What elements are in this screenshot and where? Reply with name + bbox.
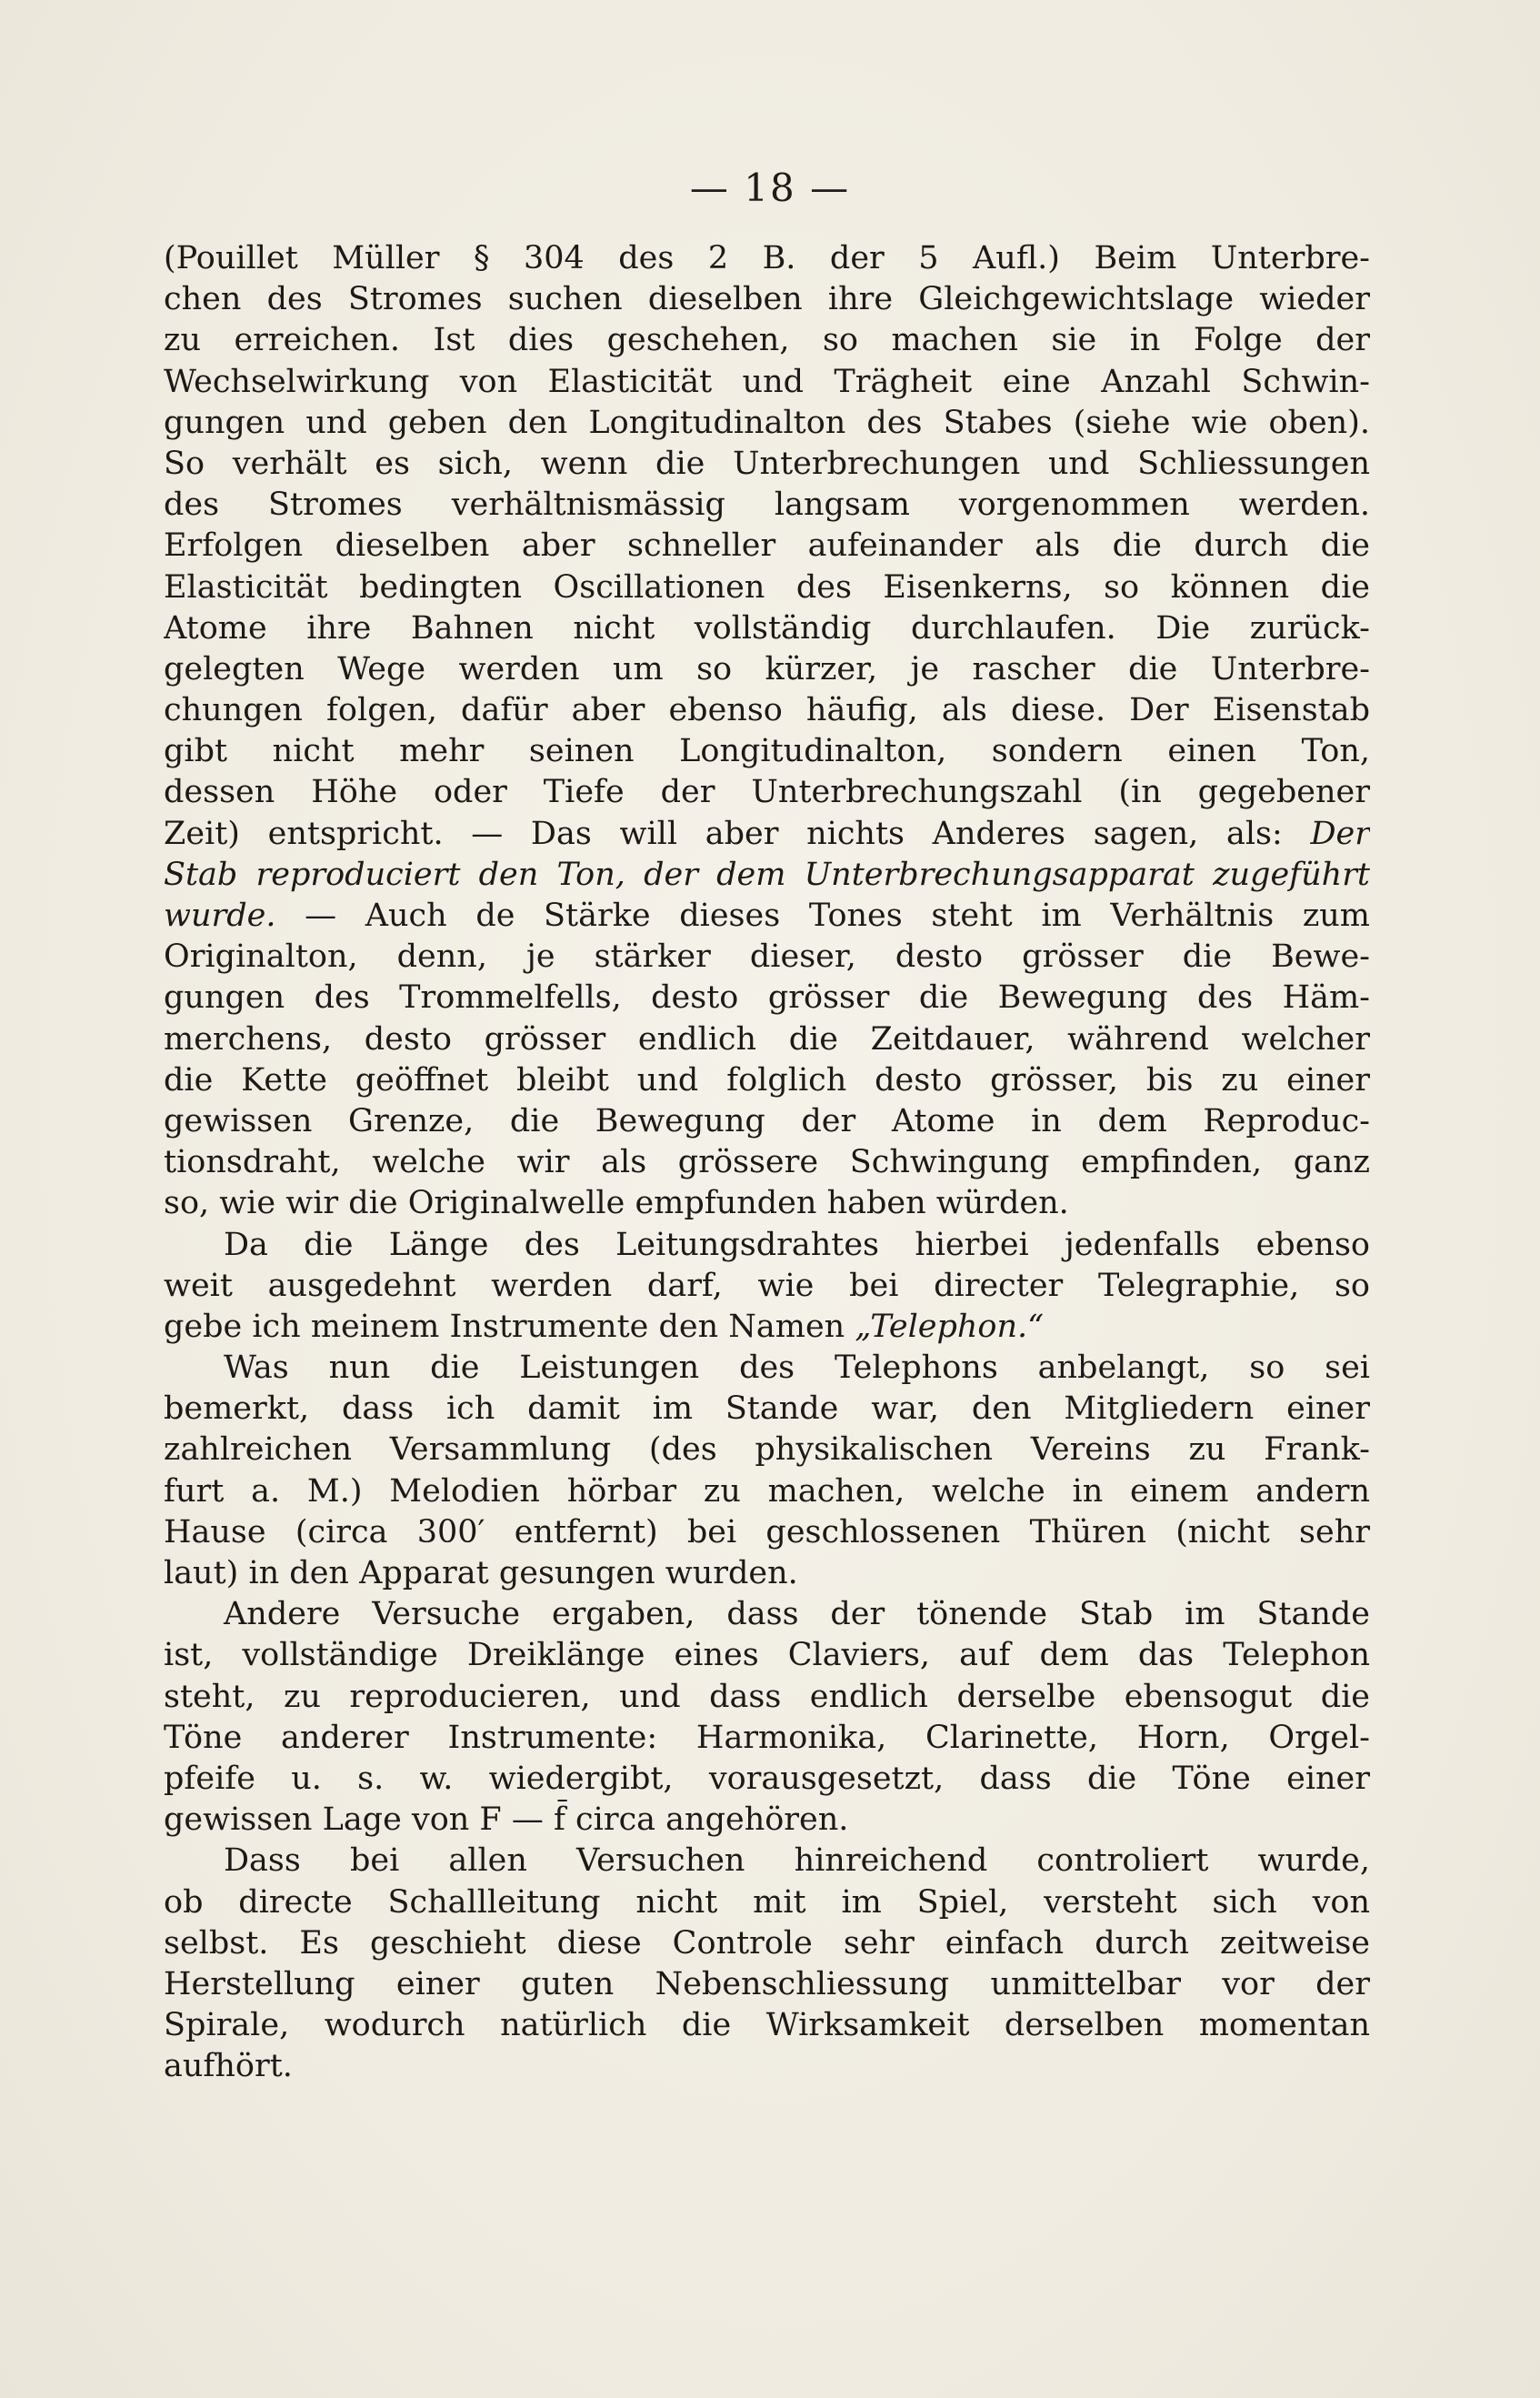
line-text: aufhört. [164, 2048, 293, 2085]
page-number: — 18 — [689, 166, 851, 210]
line-text: So verhält es sich, wenn die Unterbrechungen und Schliessungen [164, 445, 1370, 482]
text-line [164, 1635, 1370, 1676]
body-text [164, 238, 1370, 2087]
line-text: gungen des Trommelfells, desto grösser die Bewegung des Häm- [164, 979, 1370, 1017]
line-text: furt a. M.) Melodien hörbar zu machen, welche in einem andern [164, 1472, 1370, 1510]
italic-text: „Telephon.“ [845, 1308, 1045, 1345]
text-line [164, 1389, 1370, 1430]
line-text: Wechselwirkung von Elasticität und Trägheit eine Anzahl Schwin- [164, 363, 1370, 400]
text-line [164, 1101, 1370, 1142]
text-line [164, 1471, 1370, 1512]
text-line [164, 1594, 1370, 1635]
line-text: Spirale, wodurch natürlich die Wirksamkeit derselben momentan [164, 2007, 1370, 2044]
paragraph [164, 1225, 1370, 1349]
line-text: ob directe Schallleitung nicht mit im Spiel, versteht sich von [164, 1883, 1370, 1921]
line-text: pfeife u. s. w. wiedergibt, vorausgesetzt, dass die Töne einer [164, 1760, 1370, 1797]
text-line [164, 1964, 1370, 2005]
italic-text: wurde. [164, 898, 276, 934]
text-line [164, 1019, 1370, 1060]
text-line [164, 1841, 1370, 1881]
text-line [164, 855, 1370, 896]
text-line [164, 1183, 1370, 1224]
text-line [164, 1800, 1370, 1841]
text-line [164, 403, 1370, 444]
line-text: Was nun die Leistungen des Telephons anbelangt, so sei [224, 1350, 1370, 1387]
text-line [164, 814, 1370, 855]
line-text: chungen folgen, dafür aber ebenso häufig, als diese. Der Eisenstab [164, 692, 1370, 729]
line-text: Originalton, denn, je stärker dieser, desto grösser die Bewe- [164, 938, 1370, 976]
text-line [164, 2005, 1370, 2046]
text-line [164, 1348, 1370, 1389]
line-text: dessen Höhe oder Tiefe der Unterbrechungszahl (in gegebener [164, 774, 1370, 811]
line-text: gelegten Wege werden um so kürzer, je rascher die Unterbre- [164, 650, 1370, 687]
text-line [164, 1718, 1370, 1759]
line-text: merchens, desto grösser endlich die Zeitdauer, während welcher [164, 1020, 1370, 1058]
text-line [164, 362, 1370, 403]
text-line [164, 1225, 1370, 1266]
italic-text: Der [1282, 815, 1370, 852]
line-text: Hause (circa 300′ entfernt) bei geschlossenen Thüren (nicht sehr [164, 1513, 1370, 1550]
text-line [164, 1430, 1370, 1470]
line-text: so, wie wir die Originalwelle empfunden haben würden. [164, 1185, 1069, 1222]
text-line [164, 690, 1370, 731]
text-line [164, 731, 1370, 772]
text-line [164, 1142, 1370, 1183]
line-text: Da die Länge des Leitungsdrahtes hierbei jedenfalls ebenso [224, 1226, 1370, 1263]
text-line [164, 1266, 1370, 1307]
line-text: zu erreichen. Ist dies geschehen, so machen sie in Folge der [164, 322, 1370, 359]
text-line [164, 1553, 1370, 1594]
line-text: ist, vollständige Dreiklänge eines Claviers, auf dem das Telephon [164, 1637, 1370, 1674]
line-text: laut) in den Apparat gesungen wurden. [164, 1555, 798, 1591]
line-text: Erfolgen dieselben aber schneller aufeinander als die durch die [164, 527, 1370, 565]
line-text: Atome ihre Bahnen nicht vollständig durchlaufen. Die zurück- [164, 609, 1370, 647]
line-text: Elasticität bedingten Oscillationen des Eisenkerns, so können die [164, 568, 1370, 606]
line-text: selbst. Es geschieht diese Controle sehr einfach durch zeitweise [164, 1924, 1370, 1962]
text-line [164, 1759, 1370, 1800]
line-text: — Auch de Stärke dieses Tones steht im Verhältnis zum [275, 898, 1370, 934]
line-text: gewissen Grenze, die Bewegung der Atome in dem Reproduc- [164, 1102, 1370, 1139]
text-line [164, 485, 1370, 526]
line-text: steht, zu reproducieren, und dass endlich derselbe ebensogut die [164, 1678, 1370, 1715]
text-line [164, 526, 1370, 567]
line-text: gungen und geben den Longitudinalton des Stabes (siehe wie oben). [164, 404, 1370, 441]
text-line [164, 978, 1370, 1018]
line-text: Andere Versuche ergaben, dass der tönende Stab im Stande [224, 1596, 1370, 1633]
text-line [164, 2046, 1370, 2087]
paragraph [164, 1348, 1370, 1594]
line-text: Dass bei allen Versuchen hinreichend controliert wurde, [224, 1842, 1370, 1880]
line-text: gibt nicht mehr seinen Longitudinalton, sondern einen Ton, [164, 733, 1370, 770]
line-text: tionsdraht, welche wir als grössere Schwingung empfinden, ganz [164, 1144, 1370, 1181]
line-text: Herstellung einer guten Nebenschliessung unmittelbar vor der [164, 1965, 1370, 2002]
line-text: des Stromes verhältnismässig langsam vorgenommen werden. [164, 487, 1370, 524]
text-line [164, 279, 1370, 320]
text-line [164, 649, 1370, 690]
line-text: chen des Stromes suchen dieselben ihre Gleichgewichtslage wieder [164, 281, 1370, 318]
line-text: gebe ich meinem Instrumente den Namen [164, 1308, 845, 1345]
line-text: die Kette geöffnet bleibt und folglich desto grösser, bis zu einer [164, 1061, 1370, 1099]
paragraph [164, 1841, 1370, 2087]
text-line [164, 1060, 1370, 1101]
text-line [164, 1923, 1370, 1964]
text-line [164, 896, 1370, 937]
line-text: Töne anderer Instrumente: Harmonika, Clarinette, Horn, Orgel- [164, 1719, 1370, 1756]
text-line [164, 238, 1370, 279]
text-line [164, 1512, 1370, 1553]
line-text: zahlreichen Versammlung (des physikalischen Vereins zu Frank- [164, 1431, 1370, 1469]
paragraph [164, 1594, 1370, 1841]
line-text: (Pouillet Müller § 304 des 2 B. der 5 Aufl.) Beim Unterbre- [164, 240, 1370, 276]
italic-text: Stab reproduciert den Ton, der dem Unterbrechungsapparat zugeführt [164, 856, 1370, 893]
line-text: gewissen Lage von F — f̄ circa angehören. [164, 1801, 849, 1839]
text-line [164, 567, 1370, 608]
text-line [164, 772, 1370, 813]
text-line [164, 1307, 1370, 1348]
paragraph [164, 238, 1370, 1225]
text-line [164, 320, 1370, 361]
text-line [164, 937, 1370, 978]
text-line [164, 444, 1370, 485]
text-line [164, 1677, 1370, 1718]
line-text: Zeit) entspricht. — Das will aber nichts Anderes sagen, als: [164, 815, 1283, 852]
line-text: bemerkt, dass ich damit im Stande war, den Mitgliedern einer [164, 1390, 1370, 1428]
text-line [164, 1882, 1370, 1923]
text-line [164, 608, 1370, 649]
line-text: weit ausgedehnt werden darf, wie bei directer Telegraphie, so [164, 1267, 1370, 1304]
